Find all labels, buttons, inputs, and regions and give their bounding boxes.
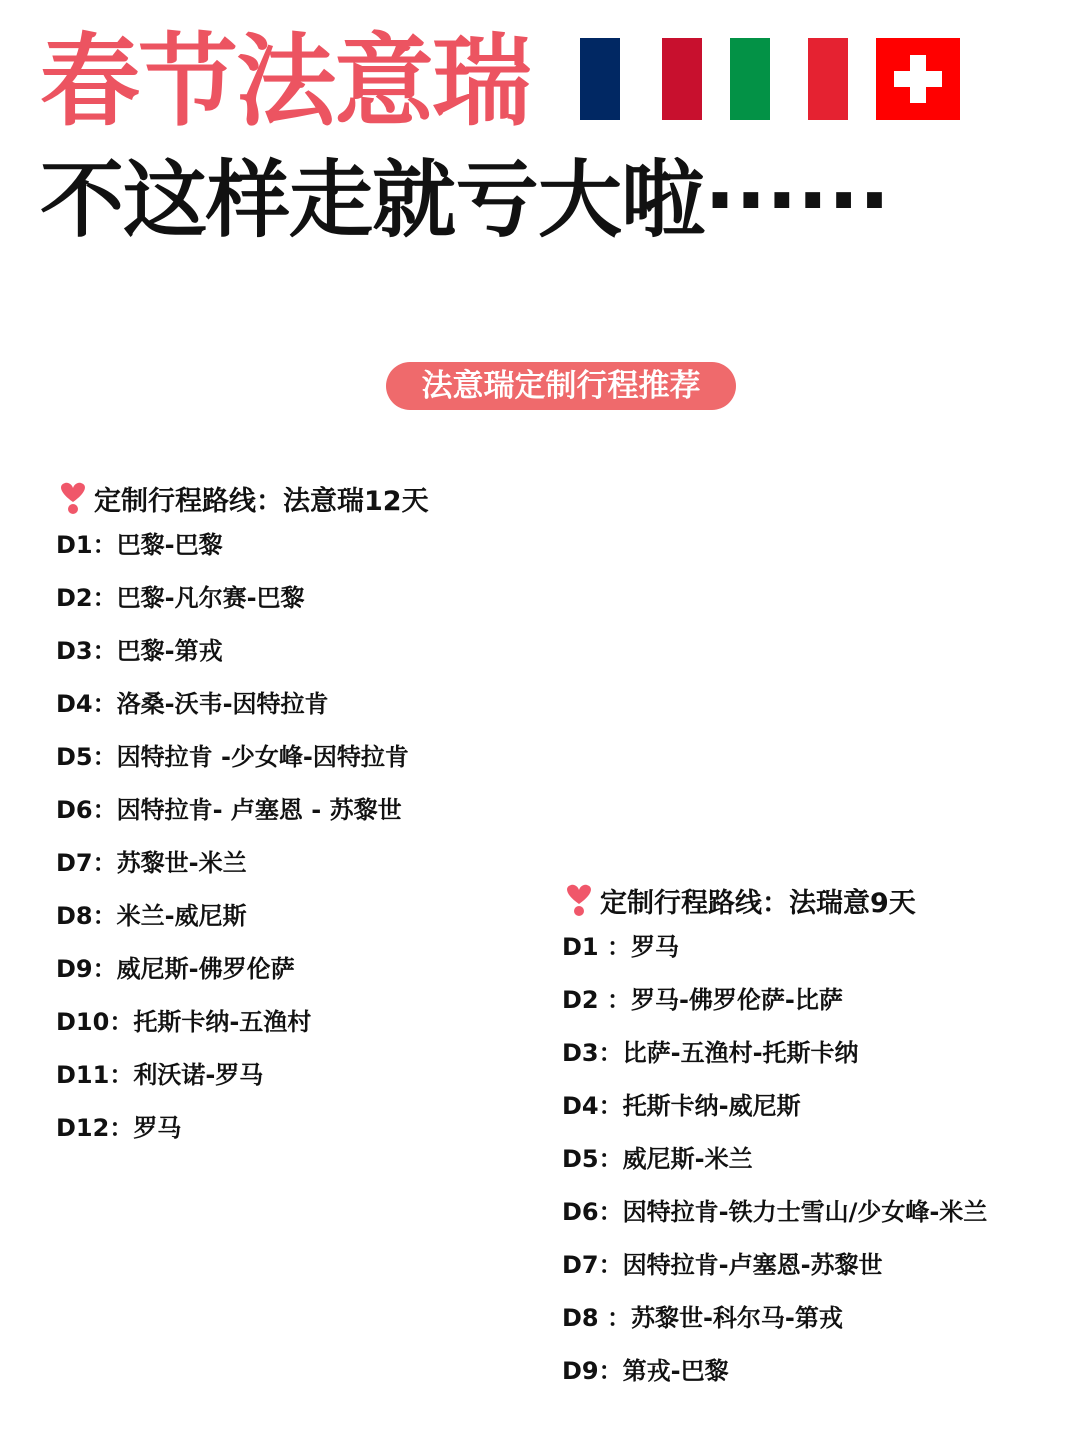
itinerary-day: D5：威尼斯-米兰: [562, 1145, 753, 1173]
itinerary-day: D10：托斯卡纳-五渔村: [56, 1008, 312, 1036]
itinerary-9-days: [562, 878, 987, 1398]
itinerary-day: D9：威尼斯-佛罗伦萨: [56, 955, 295, 983]
itinerary-day: D3：巴黎-第戎: [56, 637, 223, 665]
itinerary-day: D7：因特拉肯-卢塞恩-苏黎世: [562, 1251, 883, 1279]
flag-icon: [662, 38, 702, 120]
itinerary-day: D4：托斯卡纳-威尼斯: [562, 1092, 801, 1120]
heart-icon: [562, 882, 596, 918]
route-heading-text: 定制行程路线：法意瑞12天: [94, 485, 429, 517]
itinerary-day: D5：因特拉肯 -少女峰-因特拉肯: [56, 743, 409, 771]
route-heading: [562, 878, 987, 922]
itinerary-day: D3：比萨-五渔村-托斯卡纳: [562, 1039, 859, 1067]
page-title: 春节法意瑞: [40, 23, 530, 140]
itinerary-day: D2 ：罗马-佛罗伦萨-比萨: [562, 986, 843, 1014]
itinerary-day: D8 ：苏黎世-科尔马-第戎: [562, 1304, 843, 1332]
itinerary-day: D12：罗马: [56, 1114, 182, 1142]
itinerary-day: D7：苏黎世-米兰: [56, 849, 247, 877]
flag-icon: [730, 38, 770, 120]
itinerary-day: D6：因特拉肯-铁力士雪山/少女峰-米兰: [562, 1198, 988, 1226]
flag-icon: [580, 38, 620, 120]
itinerary-day: D4：洛桑-沃韦-因特拉肯: [56, 690, 329, 718]
route-heading-text: 定制行程路线：法瑞意9天: [600, 887, 916, 919]
swiss-flag-icon: [876, 38, 960, 120]
flag-icon: [808, 38, 848, 120]
route-heading: [56, 476, 429, 520]
itinerary-day: D2：巴黎-凡尔赛-巴黎: [56, 584, 305, 612]
itinerary-12-days: [56, 476, 429, 1155]
page-subtitle: 不这样走就亏大啦······: [40, 151, 890, 249]
itinerary-day: D8：米兰-威尼斯: [56, 902, 247, 930]
itinerary-badge: 法意瑞定制行程推荐: [386, 362, 736, 410]
itinerary-day: D6：因特拉肯- 卢塞恩 - 苏黎世: [56, 796, 402, 824]
heart-icon: [56, 480, 90, 516]
itinerary-day: D1：巴黎-巴黎: [56, 531, 223, 559]
itinerary-day: D11：利沃诺-罗马: [56, 1061, 264, 1089]
itinerary-day: D9：第戎-巴黎: [562, 1357, 729, 1385]
itinerary-day: D1 ：罗马: [562, 933, 679, 961]
